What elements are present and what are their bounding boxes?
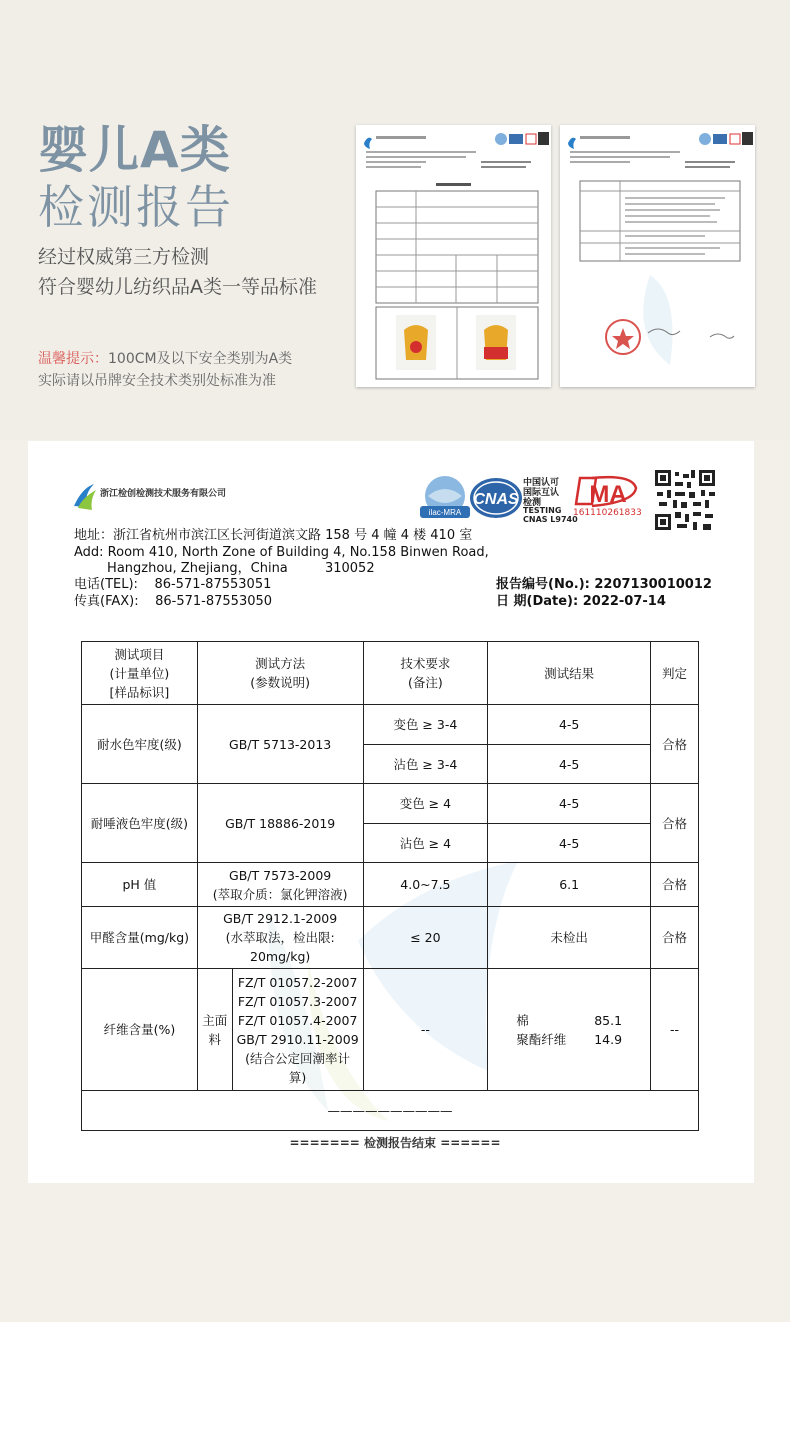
formaldehyde-method: GB/T 2912.1-2009 (水萃取法，检出限: 20mg/kg) — [197, 907, 363, 969]
address-english-line-2: Hangzhou, Zhejiang，China 310052 — [74, 561, 375, 576]
ph-requirement: 4.0~7.5 — [363, 863, 488, 907]
warning-line-1: 100CM及以下安全类别为A类 — [108, 351, 293, 367]
warning-note — [38, 348, 292, 392]
row-result: 4-5 — [488, 705, 651, 745]
row-requirement: 沾色 ≥ 4 — [363, 824, 488, 863]
row-result: 4-5 — [488, 745, 651, 784]
report-thumbnail-page-2[interactable] — [560, 125, 755, 387]
address-english-line-1: Add: Room 410, North Zone of Building 4, No.158 Binwen Road, — [74, 545, 489, 560]
ph-method: GB/T 7573-2009 (萃取介质：氯化钾溶液) — [197, 863, 363, 907]
table-row-fiber — [82, 969, 699, 1091]
ma-text: MA — [589, 481, 627, 508]
fiber-method: FZ/T 01057.2-2007 FZ/T 01057.3-2007 FZ/T 01057.4-2007 GB/T 2910.11-2009 (结合公定回潮率计 算) — [232, 969, 363, 1091]
row-item: 耐唾液色牢度(级) — [82, 784, 198, 863]
table-header-row — [82, 642, 699, 705]
company-name: 浙江检创检测技术服务有限公司 — [100, 489, 227, 499]
report-date: 日 期(Date): 2022-07-14 — [496, 594, 666, 609]
formaldehyde-item: 甲醛含量(mg/kg) — [82, 907, 198, 969]
table-row-blank — [82, 1091, 699, 1131]
header-result: 测试结果 — [488, 642, 651, 705]
report-thumbnail-page-1[interactable] — [356, 125, 551, 387]
formaldehyde-result: 未检出 — [488, 907, 651, 969]
qr-code-icon[interactable] — [653, 468, 717, 532]
address-chinese: 地址：浙江省杭州市滨江区长河街道滨文路 158 号 4 幢 4 楼 410 室 — [74, 528, 473, 543]
ph-verdict: 合格 — [651, 863, 699, 907]
fiber-item: 纤维含量(%) — [82, 969, 198, 1091]
table-row — [82, 784, 699, 824]
fiber-result-line-1 — [490, 1011, 648, 1030]
header-test-item: 测试项目 (计量单位) [样品标识] — [82, 642, 198, 705]
warning-label: 温馨提示： — [38, 351, 108, 367]
fiber-value-1: 85.1 — [594, 1012, 623, 1028]
row-method: GB/T 5713-2013 — [197, 705, 363, 784]
fiber-verdict: -- — [651, 969, 699, 1091]
fiber-result — [488, 969, 651, 1091]
cnas-logo-icon — [468, 476, 524, 520]
ph-result: 6.1 — [488, 863, 651, 907]
row-requirement: 变色 ≥ 4 — [363, 784, 488, 824]
header-test-method: 测试方法 (参数说明) — [197, 642, 363, 705]
row-result: 4-5 — [488, 784, 651, 824]
table-row-ph — [82, 863, 699, 907]
fiber-name-1: 棉 — [516, 1012, 529, 1028]
description-line-2: 符合婴幼儿纺织品A类一等品标准 — [38, 276, 317, 298]
phone-number: 电话(TEL): 86-571-87553051 — [74, 577, 272, 592]
row-method: GB/T 18886-2019 — [197, 784, 363, 863]
row-requirement: 变色 ≥ 3-4 — [363, 705, 488, 745]
ilac-mra-text: ilac-MRA — [428, 508, 462, 517]
description-line-1: 经过权威第三方检测 — [38, 246, 210, 268]
fiber-result-line-2 — [490, 1030, 648, 1049]
formaldehyde-verdict: 合格 — [651, 907, 699, 969]
formaldehyde-requirement: ≤ 20 — [363, 907, 488, 969]
row-verdict: 合格 — [651, 784, 699, 863]
ph-item: pH 值 — [82, 863, 198, 907]
report-end-marker: ======= 检测报告结束 ====== — [289, 1136, 501, 1150]
report-thumbnail-2-drawing — [560, 125, 755, 387]
cnas-testing-label: TESTING — [523, 506, 562, 515]
cma-logo-icon — [572, 474, 638, 508]
row-item: 耐水色牢度(级) — [82, 705, 198, 784]
ilac-mra-icon — [418, 474, 472, 524]
fiber-value-2: 14.9 — [594, 1031, 623, 1047]
cma-code: 161110261833 — [573, 508, 642, 518]
fiber-name-2: 聚酯纤维 — [516, 1031, 567, 1047]
fax-number: 传真(FAX): 86-571-87553050 — [74, 594, 273, 609]
row-verdict: 合格 — [651, 705, 699, 784]
report-number: 报告编号(No.): 2207130010012 — [496, 577, 712, 592]
test-results-table — [81, 641, 699, 1131]
fiber-part: 主面 料 — [197, 969, 232, 1091]
bottom-whitespace — [0, 1322, 790, 1441]
header-requirement: 技术要求 (备注) — [363, 642, 488, 705]
row-requirement: 沾色 ≥ 3-4 — [363, 745, 488, 784]
page-subtitle: 检测报告 — [38, 180, 234, 234]
warning-line-2: 实际请以吊牌安全技术类别处标准为准 — [38, 373, 276, 389]
cnas-chinese-label: 中国认可 国际互认 检测 — [523, 478, 560, 508]
cnas-text: CNAS — [473, 491, 519, 508]
table-row — [82, 705, 699, 745]
table-row-formaldehyde — [82, 907, 699, 969]
report-thumbnail-1-drawing — [356, 125, 551, 387]
page-title: 婴儿A类 — [38, 121, 231, 179]
company-logo-icon — [70, 480, 100, 510]
header-verdict: 判定 — [651, 642, 699, 705]
blank-row-line: —————————— — [82, 1091, 699, 1131]
fiber-requirement: -- — [363, 969, 488, 1091]
cnas-code: CNAS L9740 — [523, 515, 578, 524]
row-result: 4-5 — [488, 824, 651, 863]
